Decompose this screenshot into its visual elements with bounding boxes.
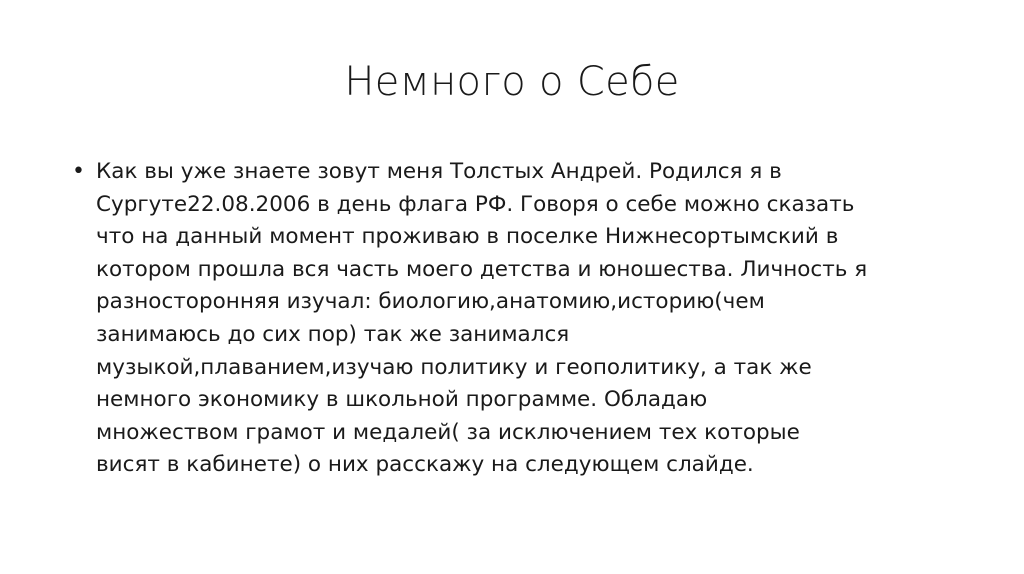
slide-content [72, 156, 952, 482]
bullet-line: немного экономику в школьной программе. Обладаю [96, 387, 708, 413]
slide-title: Немного о Себе [344, 59, 680, 105]
bullet-line: занимаюсь до сих пор) так же занимался [96, 321, 570, 347]
bullet-item [72, 156, 952, 482]
bullet-line: множеством грамот и медалей( за исключением тех которые [96, 419, 800, 445]
bullet-line: разносторонняя изучал: биологию,анатомию,историю(чем [96, 289, 765, 315]
bullet-dot-icon: • [72, 159, 85, 184]
bullet-line: что на данный момент проживаю в поселке Нижнесортымский в [96, 224, 839, 250]
bullet-line: Как вы уже знаете зовут меня Толстых Андрей. Родился я в [96, 159, 782, 184]
bullet-line: котором прошла вся часть моего детства и юношества. Личность я [96, 256, 868, 282]
bullet-line: висят в кабинете) о них расскажу на следующем слайде. [96, 452, 754, 478]
bullet-line: музыкой,плаванием,изучаю политику и геополитику, а так же [96, 354, 812, 380]
bullet-text [96, 156, 952, 482]
bullet-line: Сургуте22.08.2006 в день флага РФ. Говоря о себе можно сказать [96, 191, 855, 217]
